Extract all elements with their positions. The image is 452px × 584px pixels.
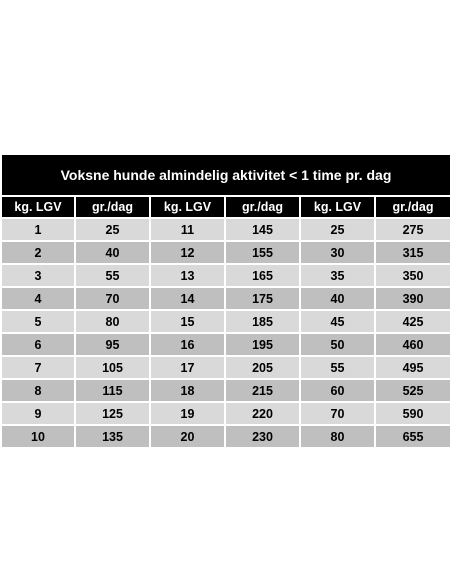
table-cell: 4 [2,288,74,309]
table-row [2,426,450,447]
table-cell: 19 [151,403,224,424]
column-header-grams-2: gr./dag [226,197,299,217]
table-cell: 185 [226,311,299,332]
table-cell: 70 [76,288,149,309]
table-cell: 18 [151,380,224,401]
table-cell: 40 [76,242,149,263]
table-cell: 655 [376,426,450,447]
table-cell: 175 [226,288,299,309]
table-cell: 2 [2,242,74,263]
table-cell: 25 [301,219,374,240]
table-cell: 16 [151,334,224,355]
table-cell: 315 [376,242,450,263]
table-cell: 95 [76,334,149,355]
table-row [2,380,450,401]
table-cell: 5 [2,311,74,332]
column-header-grams-1: gr./dag [76,197,149,217]
table-cell: 3 [2,265,74,286]
table-cell: 55 [301,357,374,378]
table-row [2,334,450,355]
table-row [2,357,450,378]
table-cell: 14 [151,288,224,309]
table-cell: 80 [76,311,149,332]
table-cell: 275 [376,219,450,240]
table-cell: 30 [301,242,374,263]
table-cell: 8 [2,380,74,401]
table-cell: 350 [376,265,450,286]
column-header-weight-2: kg. LGV [151,197,224,217]
table-cell: 155 [226,242,299,263]
table-cell: 215 [226,380,299,401]
table-cell: 460 [376,334,450,355]
table-cell: 80 [301,426,374,447]
table-cell: 105 [76,357,149,378]
table-cell: 60 [301,380,374,401]
table-cell: 390 [376,288,450,309]
table-cell: 17 [151,357,224,378]
column-header-grams-3: gr./dag [376,197,450,217]
table-cell: 220 [226,403,299,424]
table-cell: 145 [226,219,299,240]
table-cell: 115 [76,380,149,401]
table-cell: 55 [76,265,149,286]
table-cell: 135 [76,426,149,447]
table-row [2,265,450,286]
table-row [2,403,450,424]
table-cell: 70 [301,403,374,424]
table-cell: 590 [376,403,450,424]
table-cell: 7 [2,357,74,378]
table-cell: 425 [376,311,450,332]
table-row [2,242,450,263]
table-cell: 11 [151,219,224,240]
table-cell: 45 [301,311,374,332]
table-cell: 165 [226,265,299,286]
column-header-weight-3: kg. LGV [301,197,374,217]
table-cell: 13 [151,265,224,286]
column-header-weight-1: kg. LGV [2,197,74,217]
table-row [2,219,450,240]
table-cell: 9 [2,403,74,424]
table-cell: 12 [151,242,224,263]
table-cell: 15 [151,311,224,332]
table-cell: 195 [226,334,299,355]
table-cell: 50 [301,334,374,355]
table-cell: 1 [2,219,74,240]
table-cell: 125 [76,403,149,424]
table-cell: 40 [301,288,374,309]
table-cell: 10 [2,426,74,447]
table-title: Voksne hunde almindelig aktivitet < 1 time pr. dag [2,155,450,195]
table-cell: 495 [376,357,450,378]
table-cell: 20 [151,426,224,447]
table-row [2,311,450,332]
table-cell: 525 [376,380,450,401]
table-cell: 25 [76,219,149,240]
table-row [2,288,450,309]
feeding-table [2,155,450,447]
table-cell: 6 [2,334,74,355]
table-header-row [2,197,450,217]
table-cell: 205 [226,357,299,378]
table-cell: 35 [301,265,374,286]
table-cell: 230 [226,426,299,447]
